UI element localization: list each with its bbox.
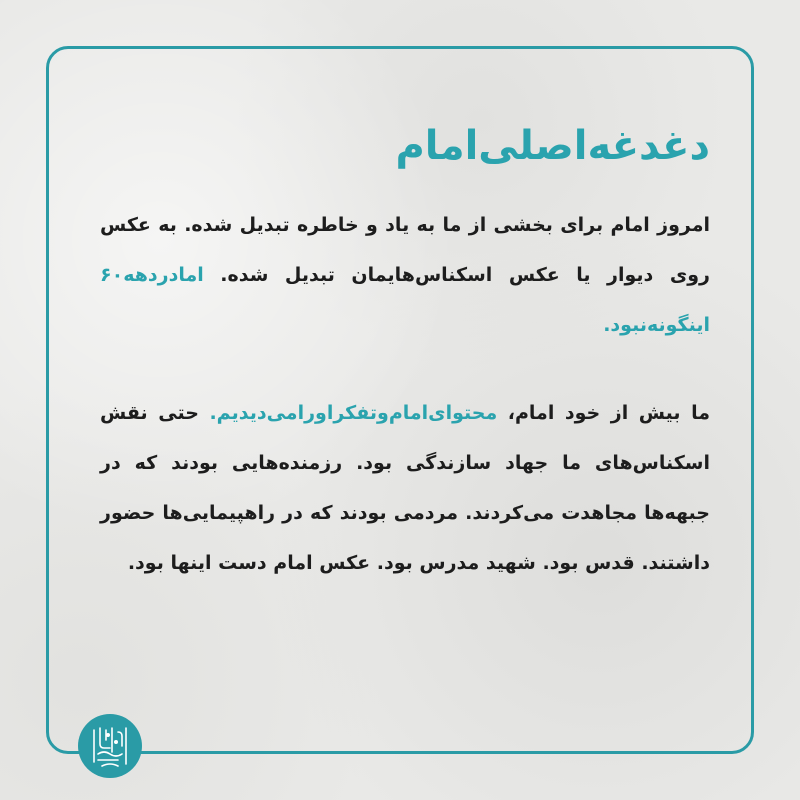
page-title: دغدغه‌اصلی‌امام [395, 123, 710, 169]
paragraph-1-text: امروز امام برای بخشی از ما به یاد و خاطره تبدیل شده. به عکس روی دیوار یا عکس اسکناس‌هایمان تبدیل شده. [100, 214, 710, 286]
calligraphy-seal-logo-icon [78, 714, 142, 778]
paragraph-2-text-end: حتی نقش اسکناس‌های ما جهاد سازندگی بود. رزمنده‌هایی بودند که در جبهه‌ها مجاهدت می‌کردند. مردمی بودند که در راهپیمایی‌ها حضور داشتند. قدس بود. شهید مدرس بود. عکس امام دست اینها بود. [100, 402, 710, 574]
paragraph-2 [100, 388, 710, 588]
content [100, 118, 710, 588]
paragraph-2-highlight: محتوای‌امام‌وتفکراورامی‌دیدیم. [209, 402, 498, 424]
paragraph-2-text-start: ما بیش از خود امام، [507, 402, 710, 424]
paragraph-1 [100, 200, 710, 350]
logo-calligraphy-icon [88, 722, 132, 770]
paragraph-1-highlight: امادردهه۶۰ اینگونه‌نبود. [100, 264, 710, 336]
